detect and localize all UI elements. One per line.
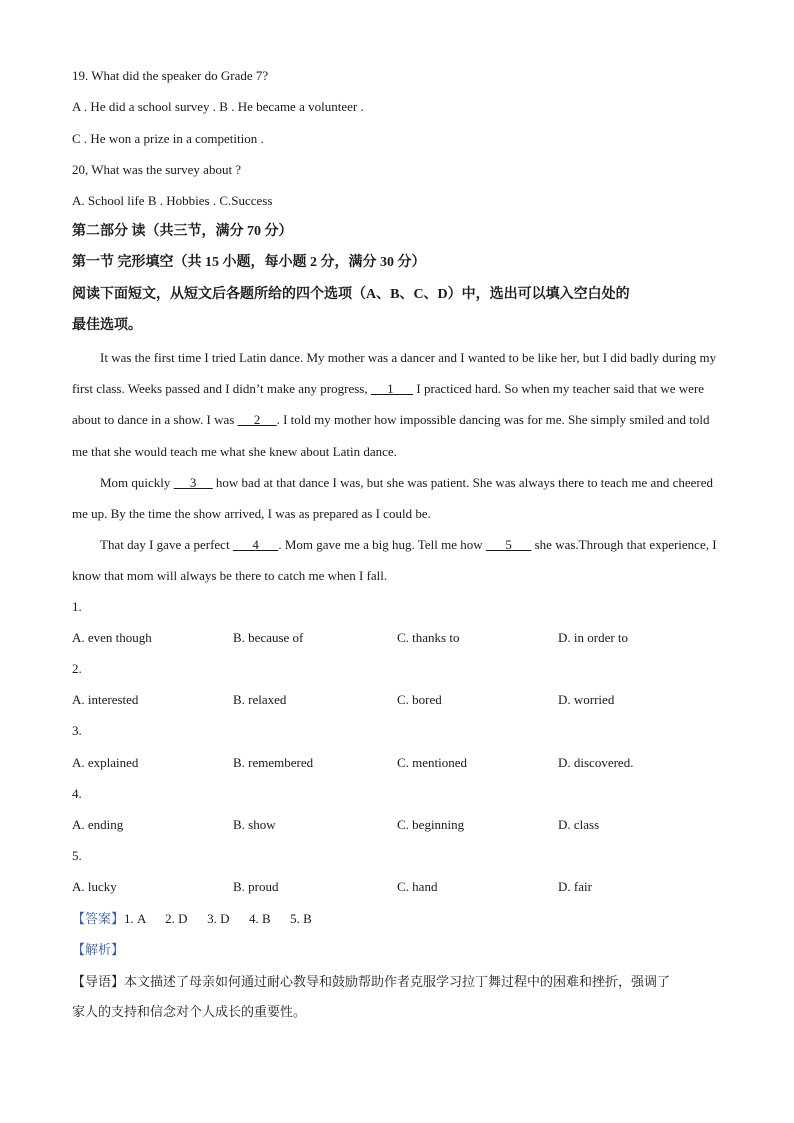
- answer-values: 1. A 2. D 3. D 4. B 5. B: [124, 911, 312, 926]
- section-title: 第一节 完形填空（共 15 小题，每小题 2 分，满分 30 分）: [72, 255, 426, 270]
- passage-paragraph-2: [72, 467, 724, 529]
- passage-paragraph-1: [72, 342, 724, 467]
- passage-text: how bad at that dance I was, but she was patient. She was always there to teach me and cheered me up. By the time the show arrived, I was as prepared as I could be.: [72, 475, 713, 522]
- passage-text: That day I gave a perfect: [100, 537, 233, 552]
- instruction-line-1: 阅读下面短文，从短文后各题所给的四个选项（A、B、C、D）中，选出可以填入空白处的: [72, 287, 630, 302]
- blank-5: 5: [485, 537, 532, 552]
- question-number: 3.: [72, 723, 82, 738]
- option-a: A. explained: [72, 755, 139, 770]
- option-b: B. remembered: [233, 755, 314, 770]
- option-a: A. even though: [72, 630, 152, 645]
- option-a: A. lucky: [72, 879, 117, 894]
- blank-2: 2: [237, 412, 277, 428]
- option-d: D. class: [558, 817, 600, 832]
- question-19-options-ab: A . He did a school survey . B . He became a volunteer .: [72, 99, 364, 114]
- option-d: D. in order to: [558, 630, 629, 645]
- option-a: A. interested: [72, 692, 139, 707]
- guide-line-1: 【导语】本文描述了母亲如何通过耐心教导和鼓励帮助作者克服学习拉丁舞过程中的困难和挫折，强调了: [72, 974, 671, 989]
- instruction-line-2: 最佳选项。: [72, 318, 142, 333]
- option-c: C. bored: [397, 692, 442, 707]
- passage-text: . Mom gave me a big hug. Tell me how: [278, 537, 486, 552]
- question-19-option-c: C . He won a prize in a competition .: [72, 131, 264, 146]
- analysis-label: 【解析】: [72, 942, 125, 957]
- passage-text: I practiced hard. So when my teacher said that we were about to dance in a show. I was: [72, 381, 705, 428]
- passage-paragraph-3: [72, 529, 724, 591]
- option-b: B. because of: [233, 630, 304, 645]
- question-number: 1.: [72, 599, 82, 614]
- passage-text: Mom quickly: [100, 475, 174, 490]
- passage-text: . I told my mother how impossible dancing was for me. She simply smiled and told me that she would teach me what she knew about Latin dance.: [72, 412, 710, 459]
- blank-3: 3: [173, 475, 213, 490]
- option-b: B. show: [233, 817, 276, 832]
- option-c: C. hand: [397, 879, 438, 894]
- blank-1: 1: [370, 381, 414, 397]
- option-d: D. worried: [558, 692, 615, 707]
- question-19: 19. What did the speaker do Grade 7?: [72, 68, 269, 83]
- option-b: B. relaxed: [233, 692, 287, 707]
- option-d: D. discovered.: [558, 755, 634, 770]
- option-a: A. ending: [72, 817, 124, 832]
- option-c: C. mentioned: [397, 755, 468, 770]
- passage-text: It was the first time I tried Latin dance. My mother was a dancer and I wanted to be like her, but I did badly during my first class. Weeks passed and I didn’t make any progress,: [72, 350, 717, 397]
- option-c: C. thanks to: [397, 630, 460, 645]
- option-b: B. proud: [233, 879, 279, 894]
- question-number: 4.: [72, 786, 82, 801]
- question-20-options: A. School life B . Hobbies . C.Success: [72, 193, 273, 208]
- answer-label: 【答案】: [72, 911, 125, 926]
- question-20: 20, What was the survey about ?: [72, 162, 242, 177]
- blank-4: 4: [232, 537, 279, 552]
- option-c: C. beginning: [397, 817, 465, 832]
- part-title: 第二部分 读（共三节，满分 70 分）: [72, 224, 293, 239]
- question-number: 2.: [72, 661, 82, 676]
- passage-text: she was.Through that experience, I know that mom will always be there to catch me when I fall.: [72, 537, 717, 584]
- option-d: D. fair: [558, 879, 592, 894]
- question-number: 5.: [72, 848, 82, 863]
- answer-key: [72, 910, 312, 928]
- analysis-heading: [72, 941, 124, 959]
- guide-line-2: 家人的支持和信念对个人成长的重要性。: [72, 1004, 307, 1019]
